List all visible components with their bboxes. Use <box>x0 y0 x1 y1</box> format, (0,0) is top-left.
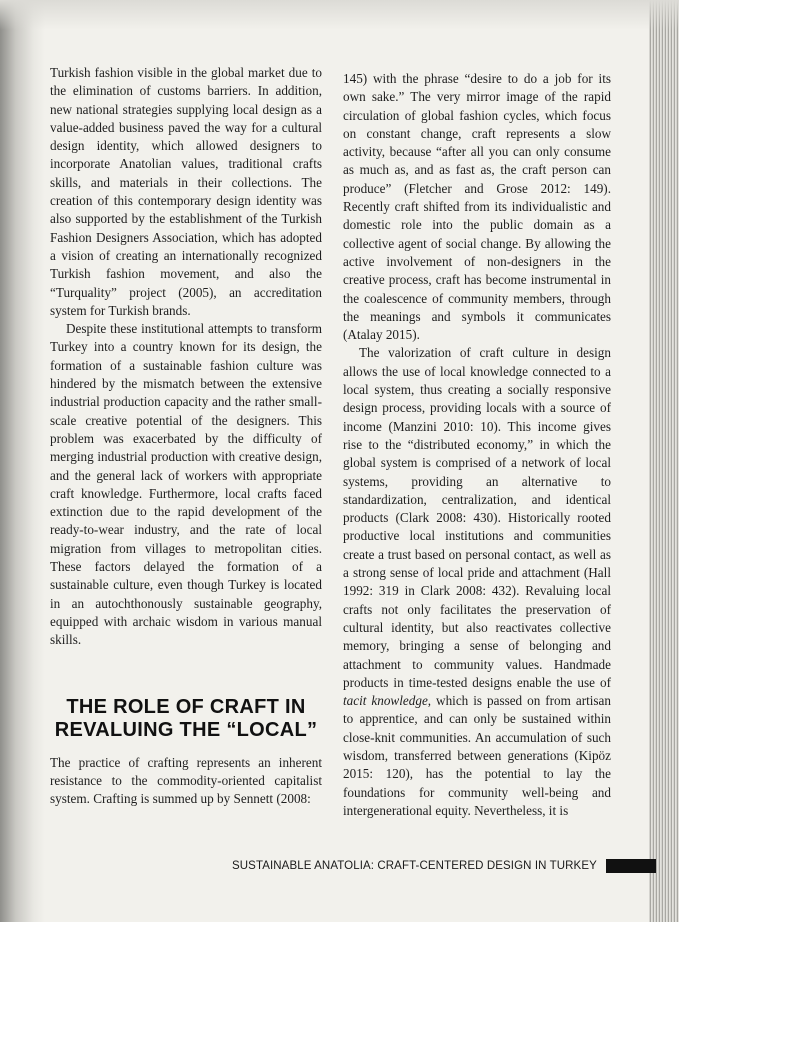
right-paragraph-2 <box>343 344 611 820</box>
left-column <box>50 64 322 808</box>
italic-term: tacit knowledge <box>343 693 428 709</box>
right-paragraph-2-end: , which is passed on from artisan to apprentice, and can only be sustained within close-knit communities. An accumulation of such wisdom, transferred between generations (Kipöz 2015: 120), has the potential to lay the foundations for community well-being and intergenerational equity. Nevertheless, it is <box>343 693 611 818</box>
section-heading-line-2: REVALUING THE “LOCAL” <box>54 718 318 741</box>
right-paragraph-1: 145) with the phrase “desire to do a job for its own sake.” The very mirror image of the rapid circulation of global fashion cycles, which focus on constant change, craft represents a slow activity, because “after all you can only consume as much as, and as fast as, the craft person can produce” (Fletcher and Grose 2012: 149). Recently craft shifted from its individualistic and domestic role into the public domain as a collective agent of social change. By allowing the active involvement of non-designers in the creative process, craft has become instrumental in the coalescence of community members, through the meanings and symbols it communicates (Atalay 2015). <box>343 71 611 343</box>
footer-bar <box>606 859 656 873</box>
running-footer <box>232 860 625 872</box>
page-edges <box>649 0 679 922</box>
section-heading-line-1: THE ROLE OF CRAFT IN <box>66 695 306 718</box>
left-paragraph-1: Turkish fashion visible in the global market due to the elimination of customs barriers. In addition, new national strategies supplying local design as a value-added business paved the way for a cultural design identity, which allowed designers to incorporate Anatolian values, traditional crafts skills, and materials in their collections. The creation of this contemporary design identity was also supported by the establishment of the Turkish Fashion Designers Association, which has adopted a vision of creating an internationally recognized Turkish fashion movement, and also the “Turquality” project (2005), an accreditation system for Turkish brands. <box>50 65 322 318</box>
left-paragraph-2: Despite these institutional attempts to transform Turkey into a country known for its design, the formation of a sustainable fashion culture was hindered by the mismatch between the extensive industrial production capacity and the rather small-scale creative potential of the designers. This problem was exacerbated by the difficulty of merging industrial production with creative design, and the general lack of workers with appropriate craft knowledge. Furthermore, local crafts faced extinction due to the rapid development of the ready-to-wear industry, and the rate of local migration from villages to metropolitan cities. These factors delayed the formation of a sustainable culture, even though Turkey is located in an autochthonously sustainable geography, equipped with archaic wisdom in various manual skills. <box>50 321 322 648</box>
right-column <box>343 70 611 820</box>
running-title: SUSTAINABLE ANATOLIA: CRAFT-CENTERED DESIGN IN TURKEY <box>232 860 597 872</box>
right-paragraph-2-start: The valorization of craft culture in design allows the use of local knowledge connected to a local system, thus creating a socially responsive design process, providing locals with a source of income (Manzini 2010: 10). This income gives rise to the “distributed economy,” in which the global system is comprised of a network of local systems, providing an alternative to standardization, centralization, and identical products (Clark 2008: 430). Historically rooted productive local institutions and communities create a trust based on personal contact, as well as a strong sense of local pride and attachment (Hall 1992: 319 in Clark 2008: 432). Revaluing local crafts not only facilitates the preservation of cultural identity, but also reactivates collective memory, bringing a sense of belonging and attachment to community values. Handmade products in time-tested designs enable the use of <box>343 345 611 690</box>
left-paragraph-3: The practice of crafting represents an inherent resistance to the commodity-oriented capitalist system. Crafting is summed up by Sennett (2008: <box>50 754 322 807</box>
section-heading <box>50 696 322 742</box>
